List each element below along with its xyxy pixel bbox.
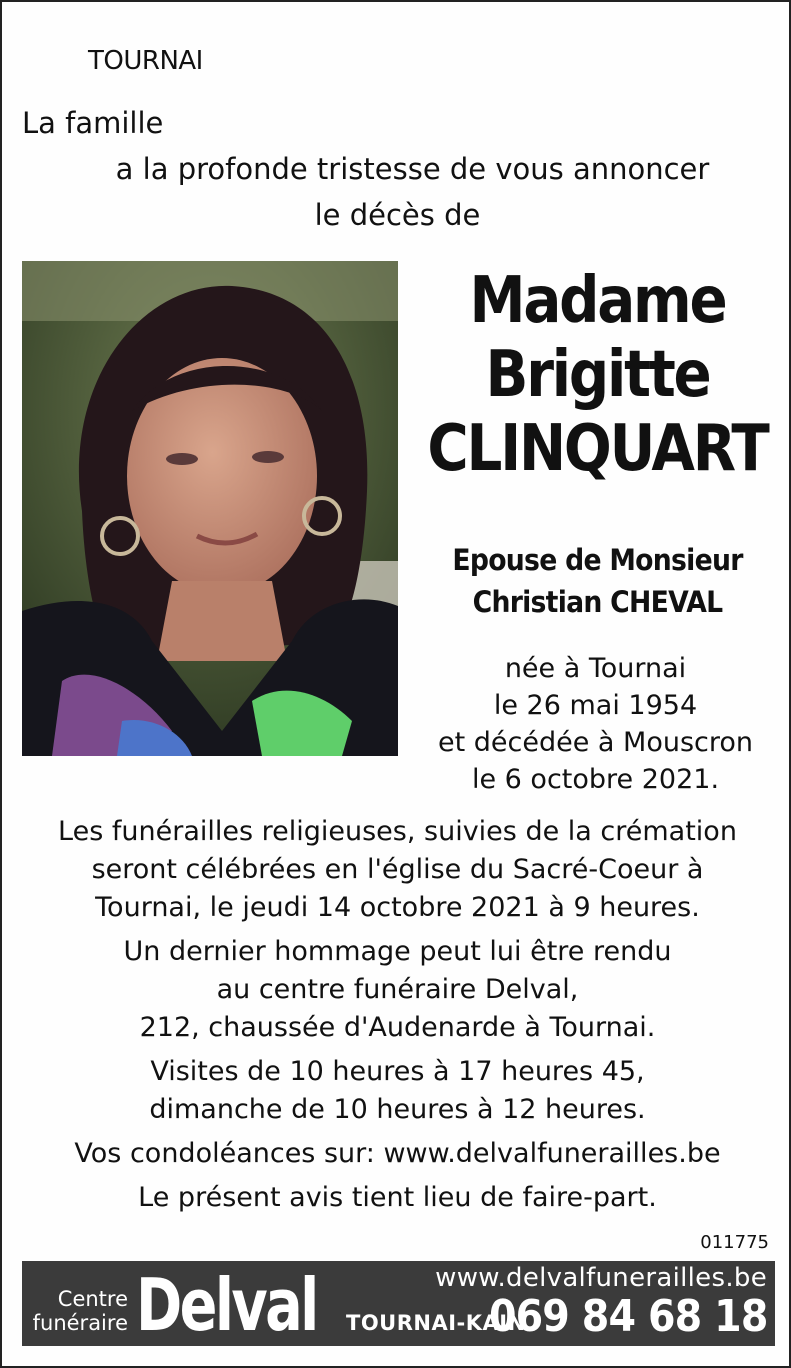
- phone-number[interactable]: 069 84 68 18: [488, 1291, 767, 1342]
- visits-line-2: dimanche de 10 heures à 12 heures.: [149, 1094, 646, 1125]
- condolences-line: Vos condoléances sur: www.delvalfunerailles.be: [74, 1138, 721, 1169]
- first-name: Brigitte: [485, 338, 710, 412]
- location-label: TOURNAI-KAIN: [346, 1311, 526, 1335]
- spouse-line-1: Epouse de Monsieur: [452, 543, 743, 577]
- centre-line-1: Centre: [57, 1287, 128, 1311]
- funeral-details: [2, 813, 791, 1217]
- funeral-home-banner: [22, 1261, 775, 1346]
- funeral-line-2: seront célébrées en l'église du Sacré-Coeur à: [91, 854, 704, 885]
- name-title: Madame: [469, 264, 726, 338]
- funeral-line-1: Les funérailles religieuses, suivies de la crémation: [58, 816, 737, 847]
- birth-line-2: le 26 mai 1954: [493, 690, 698, 721]
- tribute-line-3: 212, chaussée d'Audenarde à Tournai.: [139, 1012, 656, 1043]
- intro-line-2: a la profonde tristesse de vous annoncer: [115, 152, 710, 186]
- birth-line-1: née à Tournai: [504, 653, 687, 684]
- website-link[interactable]: www.delvalfunerailles.be: [435, 1263, 767, 1293]
- birth-death-info: [400, 650, 791, 798]
- reference-number: 011775: [700, 1232, 769, 1253]
- intro-line-3: le décès de: [314, 198, 481, 232]
- spouse-info: [402, 539, 791, 623]
- death-line-1: et décédée à Mouscron: [437, 727, 754, 758]
- city-label: TOURNAI: [88, 46, 203, 76]
- tribute-line-2: au centre funéraire Delval,: [216, 974, 579, 1005]
- last-name: CLINQUART: [427, 412, 768, 486]
- deceased-name: [402, 264, 791, 486]
- notice-line: Le présent avis tient lieu de faire-part.: [138, 1182, 657, 1213]
- centre-line-2: funéraire: [32, 1311, 128, 1335]
- intro-line-1: La famille: [22, 106, 164, 140]
- funeral-line-3: Tournai, le jeudi 14 octobre 2021 à 9 heures.: [95, 892, 700, 923]
- tribute-line-1: Un dernier hommage peut lui être rendu: [123, 936, 672, 967]
- death-line-2: le 6 octobre 2021.: [471, 764, 720, 795]
- portrait-photo: [22, 261, 398, 756]
- spouse-line-2: Christian CHEVAL: [472, 585, 723, 619]
- brand-logo: Delval: [136, 1263, 317, 1346]
- visits-line-1: Visites de 10 heures à 17 heures 45,: [150, 1056, 645, 1087]
- centre-label: [30, 1287, 128, 1335]
